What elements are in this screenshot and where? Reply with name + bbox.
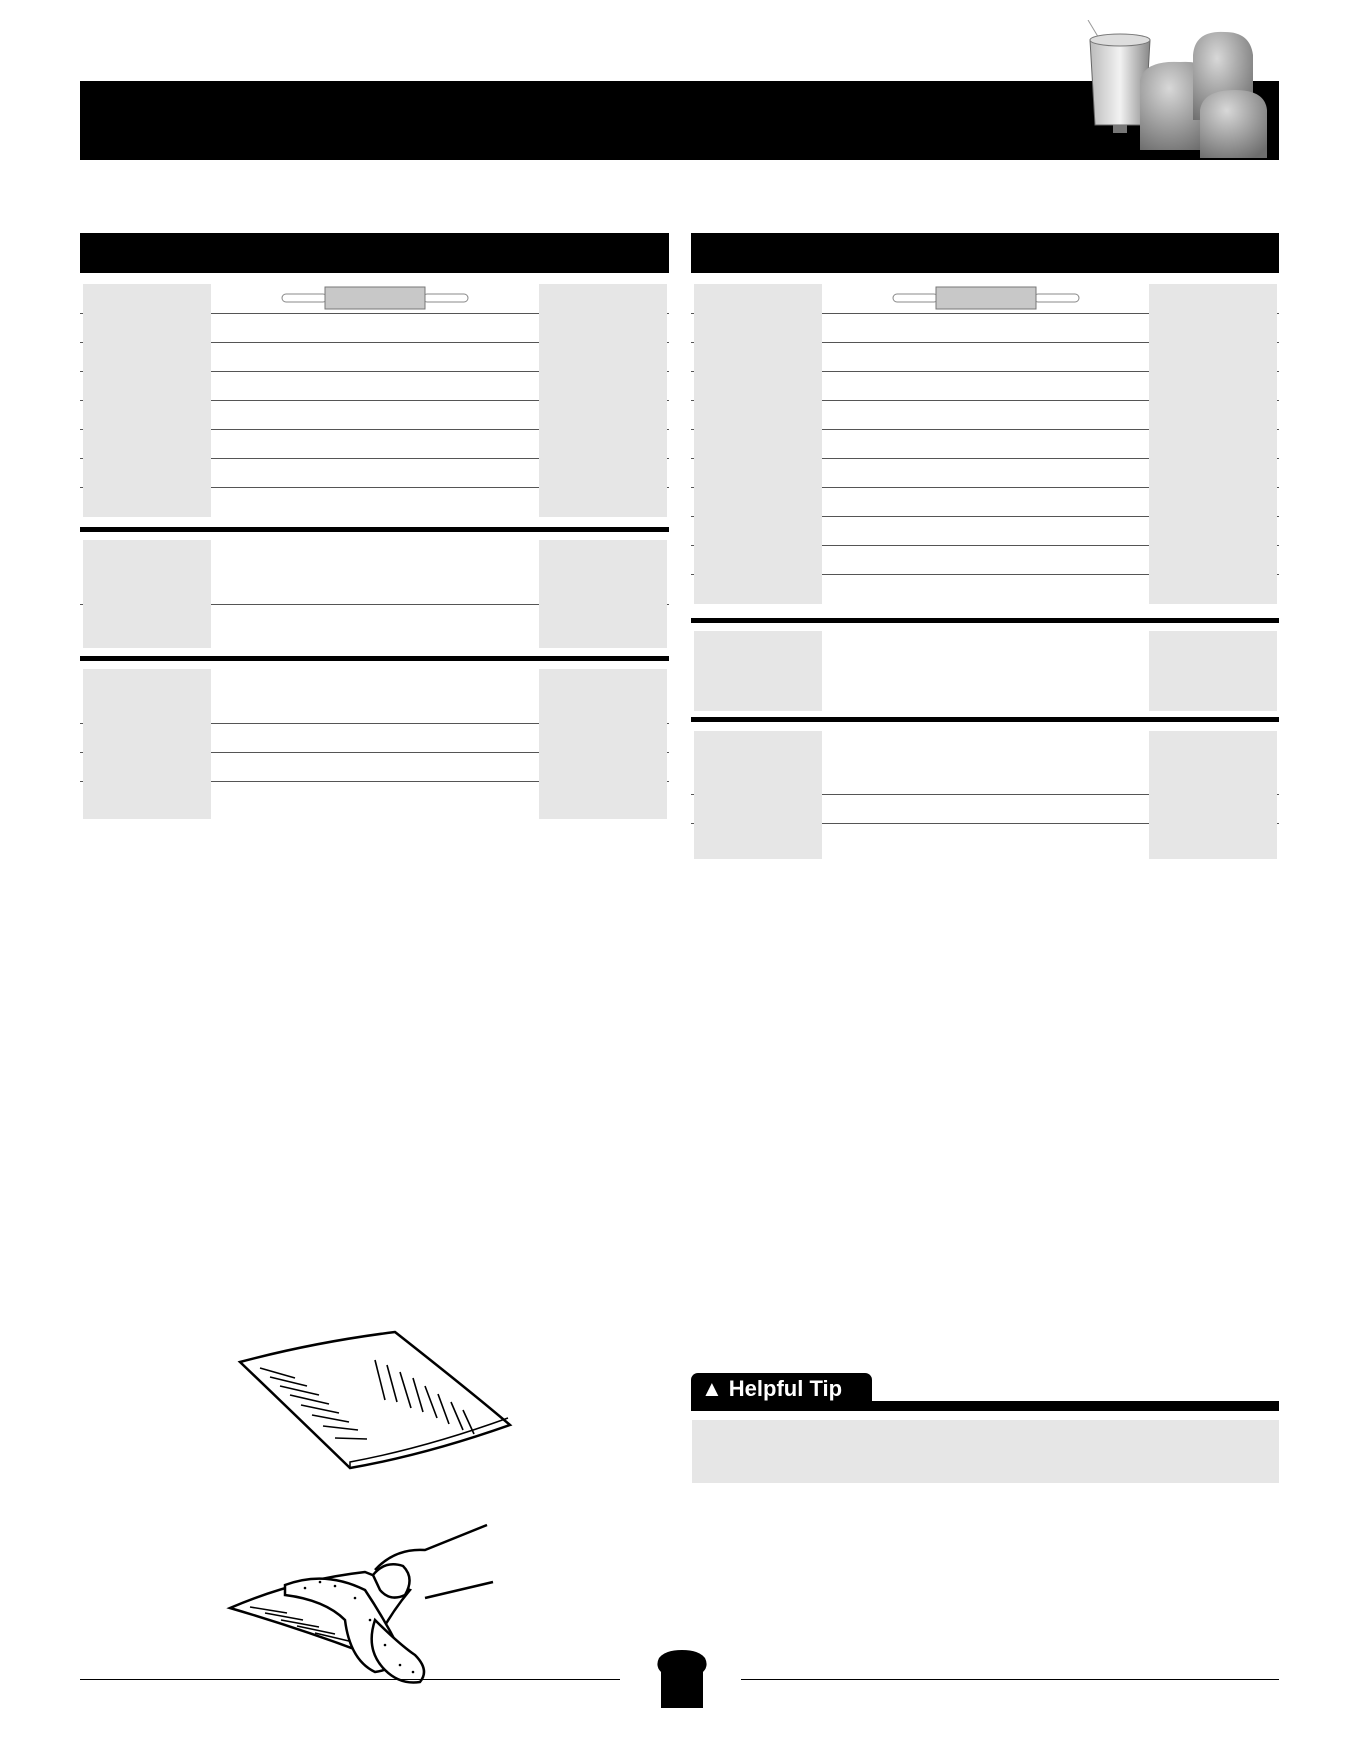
table-row	[80, 752, 669, 782]
group-divider	[691, 717, 1279, 722]
table-row	[80, 487, 669, 517]
table-row	[80, 458, 669, 488]
footer-rule-left	[80, 1679, 620, 1680]
helpful-tip-rule	[691, 1401, 1279, 1411]
left-table-header	[80, 233, 669, 273]
table-row	[691, 284, 1279, 314]
table-row	[80, 342, 669, 372]
table-row	[691, 731, 1279, 795]
table-row	[691, 458, 1279, 488]
left-table	[80, 284, 669, 824]
table-row	[691, 429, 1279, 459]
helpful-tip-box	[692, 1420, 1279, 1483]
table-row	[691, 516, 1279, 546]
group-divider	[80, 527, 669, 532]
bread-slice-page-icon	[655, 1650, 709, 1710]
table-row	[691, 631, 1279, 711]
table-row	[691, 313, 1279, 343]
table-row	[691, 574, 1279, 604]
table-row	[80, 429, 669, 459]
table-row	[80, 400, 669, 430]
table-row	[691, 823, 1279, 859]
table-row	[80, 284, 669, 314]
bread-loaves-illustration	[1085, 20, 1285, 170]
table-row	[80, 723, 669, 753]
group-divider	[691, 618, 1279, 623]
table-row	[691, 794, 1279, 824]
table-row	[691, 400, 1279, 430]
helpful-tip-label: Helpful Tip	[728, 1376, 843, 1401]
right-table-header	[691, 233, 1279, 273]
table-row	[691, 487, 1279, 517]
table-row	[80, 313, 669, 343]
group-divider	[80, 656, 669, 661]
table-row	[80, 781, 669, 819]
table-row	[80, 604, 669, 648]
triangle-up-icon: ▲	[701, 1376, 723, 1401]
braiding-dough-illustration	[225, 1320, 515, 1690]
footer-rule-right	[741, 1679, 1279, 1680]
table-row	[691, 371, 1279, 401]
table-row	[691, 545, 1279, 575]
table-row	[80, 540, 669, 605]
table-row	[80, 371, 669, 401]
table-row	[691, 342, 1279, 372]
right-table	[691, 284, 1279, 864]
table-row	[80, 669, 669, 724]
